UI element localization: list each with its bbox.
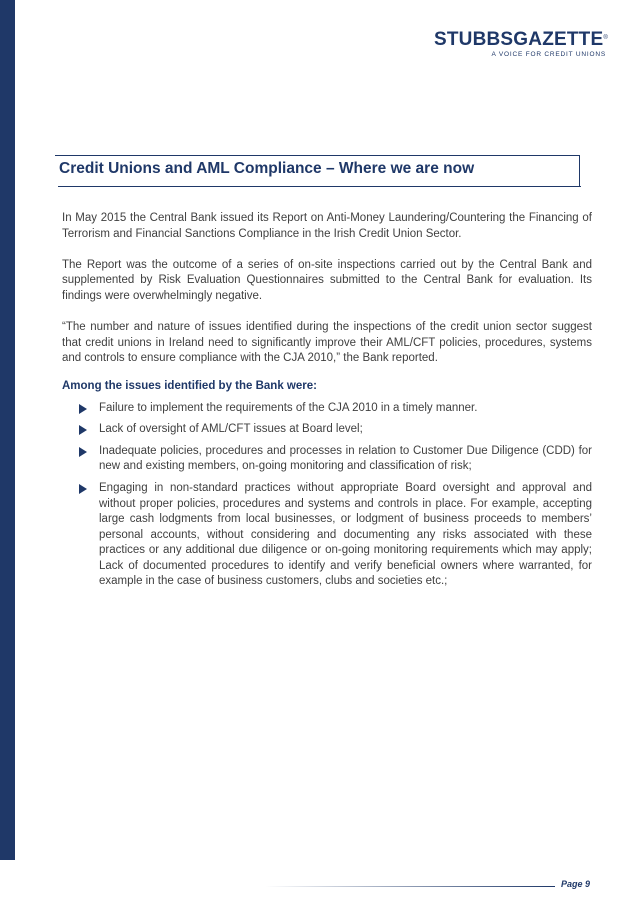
list-item-text: Engaging in non-standard practices without appropriate Board oversight and approval and without proper policies, procedures and systems and controls in place. For example, accepting large cash lodgments from local businesses, or lodgment of business proceeds to members’ personal accounts, without considering and documenting any risks associated with these practices or any additional due diligence or on-going monitoring requirements which may apply; Lack of documented procedures to identify and verify beneficial owners where warranted, for example in the case of business customers, clubs and societies etc.;	[99, 481, 592, 588]
heading-underline	[58, 186, 581, 187]
triangle-bullet-icon	[79, 425, 87, 435]
article-body	[62, 211, 592, 596]
issues-list	[62, 401, 592, 591]
list-item	[62, 422, 592, 438]
logo-brand-text: STUBBSGAZETTE	[433, 29, 604, 50]
footer-rule	[265, 886, 555, 887]
logo-wordmark	[434, 30, 608, 50]
brand-logo	[434, 30, 608, 58]
left-accent-bar	[0, 0, 15, 903]
list-item	[62, 444, 592, 475]
page-number: Page 9	[561, 879, 591, 889]
triangle-bullet-icon	[79, 447, 87, 457]
paragraph-quote: “The number and nature of issues identified during the inspections of the credit union sector suggest that credit unions in Ireland need to significantly improve their AML/CFT policies, procedures, systems and controls to ensure compliance with the CJA 2010,” the Bank reported.	[62, 321, 592, 365]
paragraph-report: The Report was the outcome of a series of on-site inspections carried out by the Central Bank and supplemented by Risk Evaluation Questionnaires submitted to the Central Bank for evaluation. Its findings were overwhelmingly negative.	[62, 258, 592, 302]
list-item	[62, 401, 592, 417]
list-item-text: Lack of oversight of AML/CFT issues at Board level;	[99, 423, 363, 436]
triangle-bullet-icon	[79, 404, 87, 414]
list-item-text: Failure to implement the requirements of the CJA 2010 in a timely manner.	[99, 401, 478, 414]
section-heading: Credit Unions and AML Compliance – Where we are now	[59, 160, 475, 177]
triangle-bullet-icon	[79, 484, 87, 494]
footer-area	[0, 860, 638, 903]
logo-tagline: A VOICE FOR CREDIT UNIONS	[491, 51, 606, 58]
logo-registered-mark: ®	[603, 35, 608, 41]
list-item-text: Inadequate policies, procedures and processes in relation to Customer Due Diligence (CDD) for new and existing members, on-going monitoring and classification of risk;	[99, 444, 592, 473]
list-item	[62, 481, 592, 590]
paragraph-intro: In May 2015 the Central Bank issued its Report on Anti-Money Laundering/Countering the Financing of Terrorism and Financial Sanctions Compliance in the Irish Credit Union Sector.	[62, 212, 592, 240]
issues-heading: Among the issues identified by the Bank were:	[62, 379, 317, 392]
